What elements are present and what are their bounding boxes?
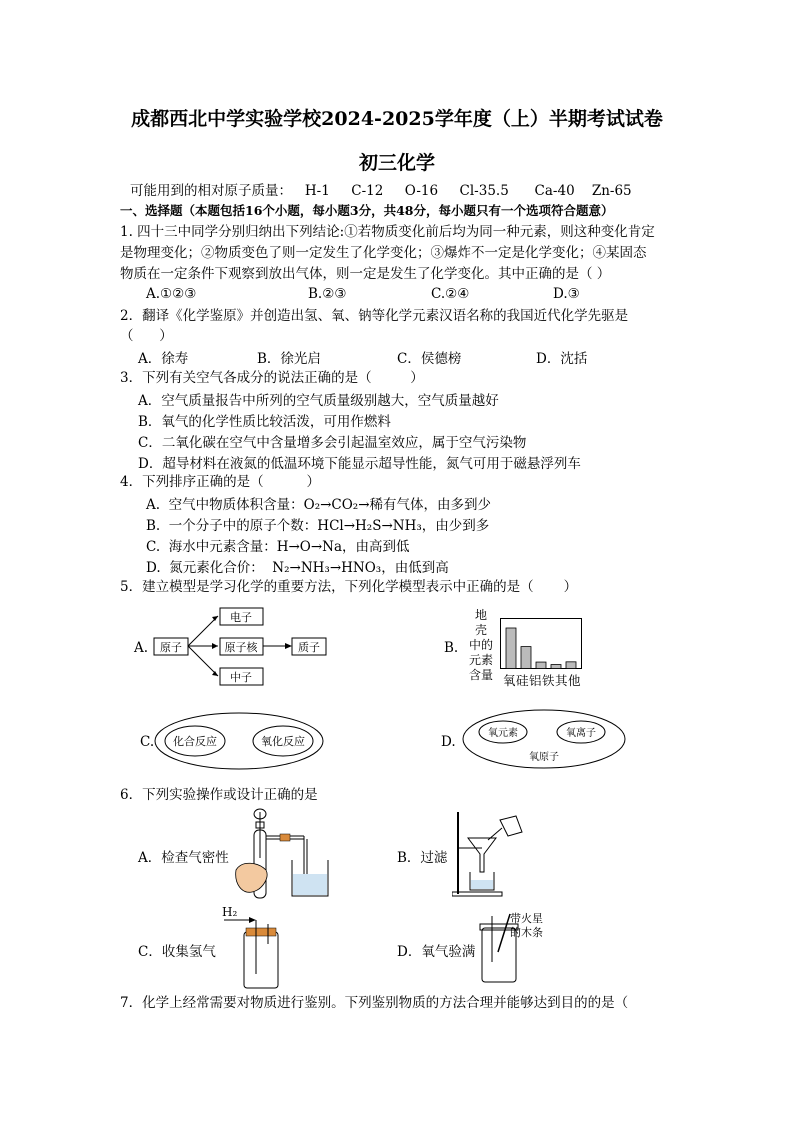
q6-option-a: A．检查气密性 (138, 850, 229, 866)
oxidation-reaction: 氧化反应 (261, 735, 305, 748)
q3-option-a: A．空气质量报告中所列的空气质量级别越大，空气质量越好 (138, 393, 499, 409)
splint-label: 带火星 的木条 (510, 912, 543, 939)
page-title: 成都西北中学实验学校2024-2025学年度（上）半期考试试卷 (131, 108, 663, 130)
crust-bar-2 (536, 662, 546, 668)
reaction-type-diagram (153, 711, 325, 771)
q1-option-d: D.③ (553, 286, 580, 302)
oxygen-atom: 氧原子 (529, 752, 559, 763)
page-subtitle: 初三化学 (358, 152, 435, 174)
oxygen-element: 氧元素 (488, 728, 518, 739)
q6-option-d: D．氧气验满 (397, 944, 476, 960)
q2-option-c: C．侯德榜 (397, 351, 462, 367)
hydrogen-collection-apparatus (222, 914, 292, 990)
airtightness-check-apparatus (232, 808, 342, 900)
oxygen-test-apparatus (478, 912, 526, 984)
atomic-masses: 可能用到的相对原子质量： H-1 C-12 O-16 Cl-35.5 Ca-40 Zn-65 (130, 183, 632, 199)
q4-option-b: B. 一个分子中的原子个数：HCl→H₂S→NH₃，由少到多 (146, 518, 490, 534)
q2-option-d: D．沈括 (536, 351, 588, 367)
oxygen-particle-diagram (461, 708, 627, 770)
q4-stem: 4．下列排序正确的是（ ） (120, 474, 321, 490)
filtration-apparatus (452, 808, 532, 898)
q1-line-2: 是物理变化；②物质变色了则一定发生了化学变化；③爆炸不一定是化学变化；④某固态 (120, 245, 647, 261)
q6-stem: 6．下列实验操作或设计正确的是 (120, 787, 318, 803)
q2-line-2: （ ） (120, 328, 173, 344)
q5-label-c: C. (140, 734, 155, 750)
q3-option-b: B．氧气的化学性质比较活泼，可用作燃料 (138, 414, 391, 430)
q1-line-3: 物质在一定条件下观察到放出气体，则一定是发生了化学变化。其中正确的是（ ） (120, 266, 611, 282)
crust-bar-0 (506, 628, 516, 669)
q1-option-a: A.①②③ (146, 286, 197, 302)
proton-node: 质子 (298, 641, 320, 654)
q6-option-b: B．过滤 (397, 850, 448, 866)
q5-stem: 5．建立模型是学习化学的重要方法，下列化学模型表示中正确的是（ ） (120, 579, 578, 595)
q1-option-b: B.②③ (308, 286, 347, 302)
q2-option-a: A．徐寿 (138, 351, 189, 367)
q1-line-1: 1. 四十三中同学分别归纳出下列结论:①若物质变化前后均为同一种元素，则这种变化肯定 (120, 224, 655, 240)
q3-option-d: D．超导材料在液氮的低温环境下能显示超导性能，氮气可用于磁悬浮列车 (138, 456, 581, 472)
atom-structure-diagram (152, 604, 342, 690)
q3-stem: 3．下列有关空气各成分的说法正确的是（ ） (120, 370, 424, 386)
crust-bar-4 (566, 662, 576, 669)
q7-stem: 7．化学上经常需要对物质进行鉴别。下列鉴别物质的方法合理并能够达到目的的是（ (120, 995, 629, 1011)
q5-label-d: D. (441, 734, 456, 750)
q1-option-c: C.②④ (431, 286, 470, 302)
crust-element-chart (500, 618, 584, 670)
crust-bar-1 (521, 647, 531, 669)
q5-label-b: B. (444, 640, 459, 656)
electron-node: 电子 (230, 611, 252, 624)
section-heading: 一、选择题（本题包括16个小题，每小题3分，共48分，每小题只有一个选项符合题意） (120, 203, 614, 218)
q3-option-c: C．二氧化碳在空气中含量增多会引起温室效应，属于空气污染物 (138, 435, 527, 451)
oxygen-ion: 氧离子 (566, 728, 596, 739)
q4-option-d: D. 氮元素化合价： N₂→NH₃→HNO₃，由低到高 (146, 560, 449, 576)
q4-option-a: A. 空气中物质体积含量：O₂→CO₂→稀有气体，由多到少 (146, 497, 492, 513)
q6-option-c: C．收集氢气 (138, 944, 216, 960)
neutron-node: 中子 (230, 671, 252, 684)
q2-option-b: B．徐光启 (257, 351, 321, 367)
crust-chart-xlabels: 氧硅铝铁其他 (503, 673, 582, 688)
crust-chart-ylabel: 地 壳 中的 元素 含量 (468, 608, 493, 682)
combination-reaction: 化合反应 (173, 735, 217, 748)
q4-option-c: C. 海水中元素含量：H→O→Na，由高到低 (146, 539, 410, 555)
h2-label: H₂ (222, 905, 238, 919)
atom-node: 原子 (160, 641, 182, 654)
q2-line-1: 2．翻译《化学鉴原》并创造出氢、氧、钠等化学元素汉语名称的我国近代化学先驱是 (120, 308, 629, 324)
nucleus-node: 原子核 (224, 641, 258, 654)
crust-bar-3 (551, 665, 561, 669)
q5-label-a: A. (134, 640, 149, 656)
